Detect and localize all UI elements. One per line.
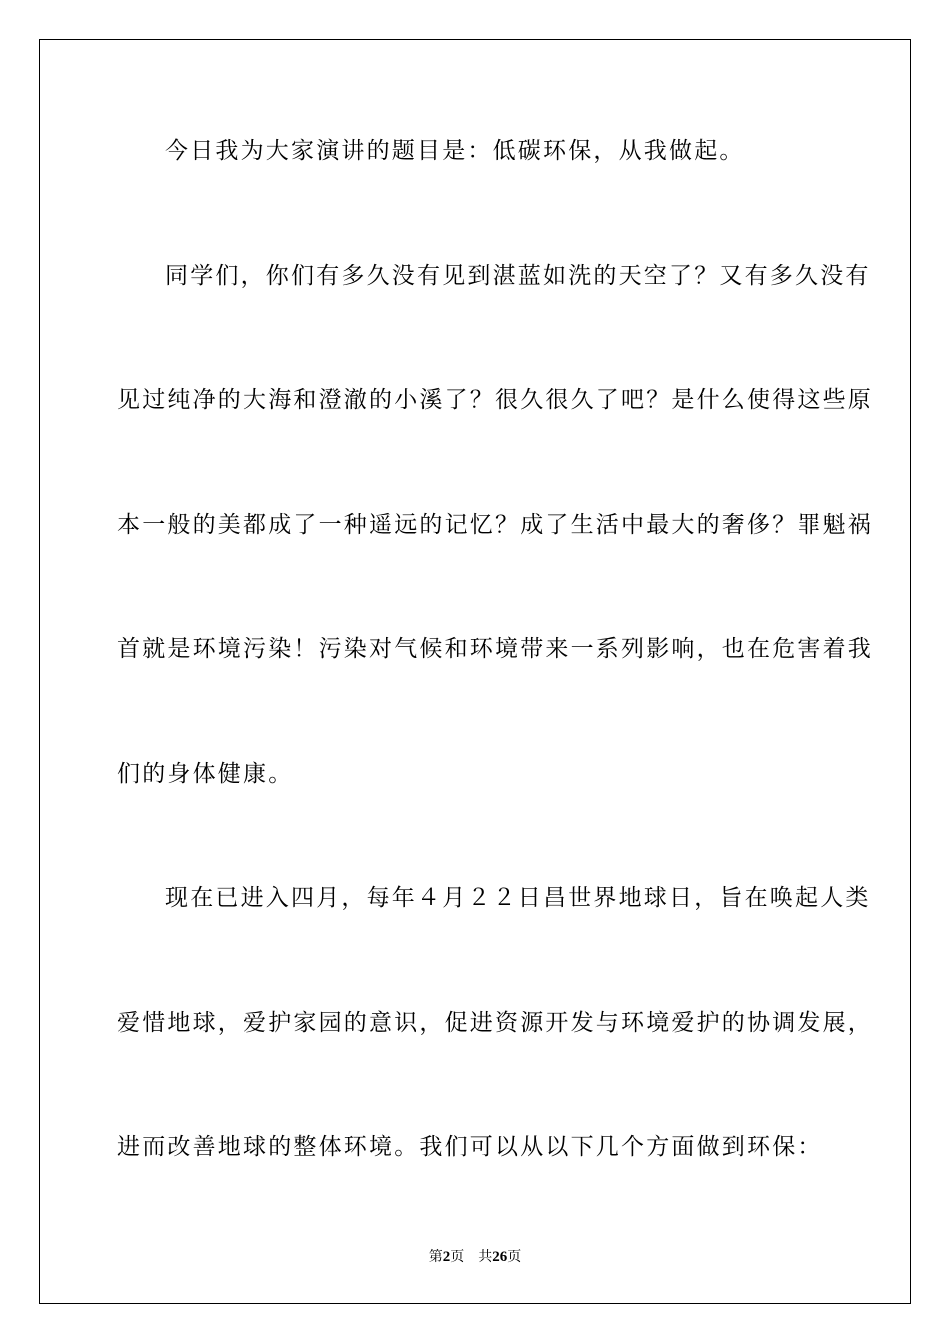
page-footer: [0, 1247, 950, 1267]
paragraph-line: 进而改善地球的整体环境。我们可以从以下几个方面做到环保：: [117, 1134, 823, 1160]
total-suffix: 页: [507, 1249, 522, 1265]
paragraph-line: 同学们，你们有多久没有见到湛蓝如洗的天空了？又有多久没有: [165, 263, 871, 289]
paragraph-line: 今日我为大家演讲的题目是：低碳环保，从我做起。: [165, 138, 745, 164]
paragraph-line: 首就是环境污染！污染对气候和环境带来一系列影响，也在危害着我: [117, 636, 873, 662]
paragraph-line: 们的身体健康。: [117, 761, 294, 787]
page-number: 2: [442, 1249, 451, 1265]
page-prefix: 第: [428, 1249, 443, 1265]
paragraph-line: 爱惜地球，爱护家园的意识，促进资源开发与环境爱护的协调发展，: [117, 1010, 873, 1036]
paragraph-line: 见过纯净的大海和澄澈的小溪了？很久很久了吧？是什么使得这些原: [117, 387, 873, 413]
total-pages: 26: [492, 1249, 508, 1265]
paragraph-line: 本一般的美都成了一种遥远的记忆？成了生活中最大的奢侈？罪魁祸: [117, 512, 873, 538]
page-suffix: 页: [450, 1249, 465, 1265]
page-border: [39, 39, 911, 1304]
paragraph-line: 现在已进入四月，每年４月２２日昌世界地球日，旨在唤起人类: [165, 885, 871, 911]
total-prefix: 共: [478, 1249, 493, 1265]
